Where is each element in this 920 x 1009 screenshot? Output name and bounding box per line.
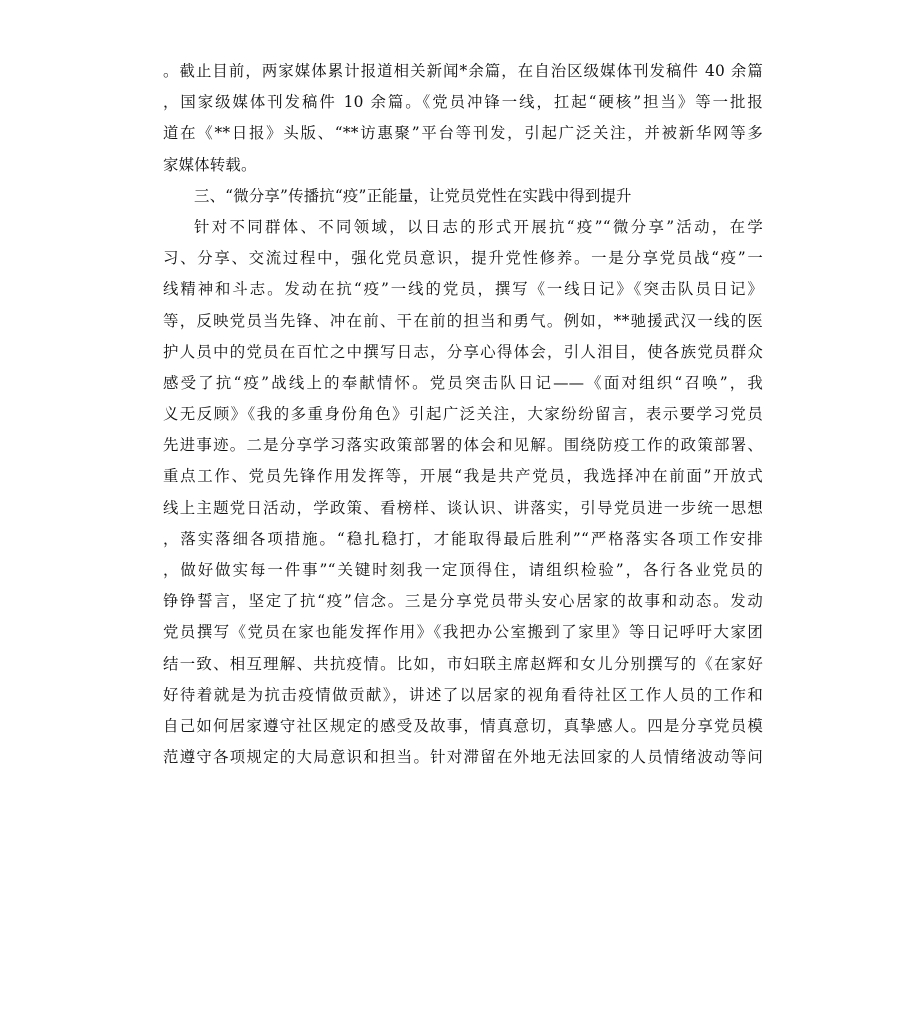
text-line: 重点工作、党员先锋作用发挥等，开展“我是共产党员，我选择冲在前面”开放式 bbox=[163, 467, 763, 486]
text-line: 感受了抗“疫”战线上的奉献情怀。党员突击队日记——《面对组织“召唤”，我 bbox=[163, 373, 763, 392]
text-line: 先进事迹。二是分享学习落实政策部署的体会和见解。围绕防疫工作的政策部署、 bbox=[163, 436, 763, 455]
section-heading: 三、“微分享”传播抗“疫”正能量，让党员党性在实践中得到提升 bbox=[194, 186, 632, 205]
text-line: 结一致、相互理解、共抗疫情。比如，市妇联主席赵辉和女儿分别撰写的《在家好 bbox=[163, 654, 763, 673]
text-line: 铮铮誓言，坚定了抗“疫”信念。三是分享党员带头安心居家的故事和动态。发动 bbox=[163, 592, 763, 611]
text-line: 线上主题党日活动，学政策、看榜样、谈认识、讲落实，引导党员进一步统一思想 bbox=[163, 498, 763, 517]
text-line: 习、分享、交流过程中，强化党员意识，提升党性修养。一是分享党员战“疫”一 bbox=[163, 249, 763, 268]
text-line: 家媒体转载。 bbox=[163, 155, 257, 174]
paragraph-media-coverage bbox=[163, 56, 763, 181]
text-line: ，国家级媒体刊发稿件 10 余篇。《党员冲锋一线，扛起“硬核”担当》等一批报 bbox=[163, 93, 763, 112]
text-line: 。截止目前，两家媒体累计报道相关新闻*余篇，在自治区级媒体刊发稿件 40 余篇 bbox=[163, 62, 763, 80]
text-line: 线精神和斗志。发动在抗“疫”一线的党员，撰写《一线日记》《突击队员日记》 bbox=[163, 280, 763, 299]
text-line: 党员撰写《党员在家也能发挥作用》《我把办公室搬到了家里》等日记呼吁大家团 bbox=[163, 623, 763, 642]
paragraph-micro-sharing bbox=[163, 212, 763, 773]
text-line: 范遵守各项规定的大局意识和担当。针对滞留在外地无法回家的人员情绪波动等问 bbox=[163, 748, 763, 767]
text-line: 义无反顾》《我的多重身份角色》引起广泛关注，大家纷纷留言，表示要学习党员 bbox=[163, 405, 763, 424]
text-line: 自己如何居家遵守社区规定的感受及故事，情真意切，真挚感人。四是分享党员模 bbox=[163, 716, 763, 735]
text-line: ，做好做实每一件事”“关键时刻我一定顶得住，请组织检验”，各行各业党员的 bbox=[163, 561, 763, 579]
text-line: 护人员中的党员在百忙之中撰写日志，分享心得体会，引人泪目，使各族党员群众 bbox=[163, 342, 763, 361]
text-line: 针对不同群体、不同领域，以日志的形式开展抗“疫”“微分享”活动，在学 bbox=[194, 217, 763, 236]
text-line: 等，反映党员当先锋、冲在前、干在前的担当和勇气。例如，**驰援武汉一线的医 bbox=[163, 311, 763, 330]
text-line: 好待着就是为抗击疫情做贡献》，讲述了以居家的视角看待社区工作人员的工作和 bbox=[163, 685, 763, 704]
document-page bbox=[163, 56, 763, 773]
text-line: ，落实落细各项措施。“稳扎稳打，才能取得最后胜利”“严格落实各项工作安排 bbox=[163, 529, 763, 548]
text-line: 道在《**日报》头版、“**访惠聚”平台等刊发，引起广泛关注，并被新华网等多 bbox=[163, 124, 763, 143]
